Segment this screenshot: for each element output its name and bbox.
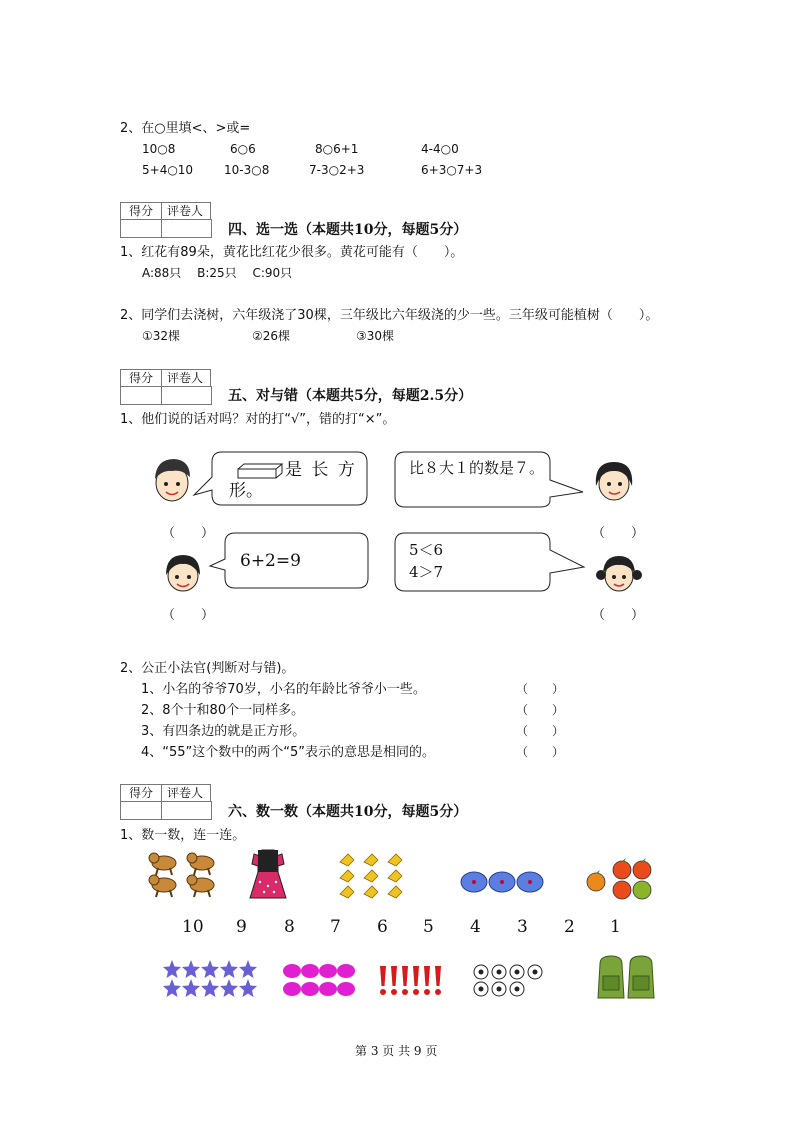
girl-face-icon [594,551,644,595]
judge-question-2: 2、公正小法官(判断对与错)。 [120,661,295,676]
answer-paren: （ ） [162,608,215,623]
count-number: 2 [564,917,575,937]
birds-picture [336,850,408,900]
answer-paren: （ ） [516,724,565,738]
count-number: 8 [284,917,295,937]
bubble-1-text: 形。 [229,481,263,501]
count-number: 10 [182,917,204,937]
page-footer: 第 3 页 共 9 页 [355,1044,438,1058]
answer-paren: （ ） [516,745,565,759]
grader-label: 评卷人 [160,369,211,386]
count-number: 6 [377,917,388,937]
judge-item: 4、“55”这个数中的两个“5”表示的意思是相同的。 [141,745,436,760]
answer-paren: （ ） [592,526,645,541]
judge-question-1: 1、他们说的话对吗？对的打“√”，错的打“×”。 [120,412,396,427]
stars-picture [163,960,259,998]
score-box [120,202,210,236]
count-number: 5 [423,917,434,937]
compare-item: 7-3○2+3 [309,163,365,177]
boy-face-icon [150,455,198,505]
answer-paren: （ ） [592,608,645,623]
girl-face-icon [590,458,638,504]
dress-picture [248,848,288,904]
score-box [120,784,210,818]
answer-paren: （ ） [516,682,565,696]
compare-item: 4-4○0 [421,142,459,156]
judge-item: 2、8个十和80个一同样多。 [141,703,305,718]
choice-options-1: A:88只 B:25只 C:90只 [142,266,293,280]
speech-bubbles [150,445,650,605]
count-number: 7 [330,917,341,937]
soccer-balls-picture [472,964,546,998]
bubble-4-text: 5＜6 [409,541,444,559]
judge-item: 1、小名的爷爷70岁，小名的年龄比爷爷小一些。 [141,682,426,697]
score-box [120,369,210,403]
bubble-3-text: 6+2=9 [240,551,301,571]
bubble-2-text: 比８大１的数是７。 [409,459,545,477]
choice-option: ③30棵 [356,329,395,343]
compare-item: 10-3○8 [224,163,270,177]
answer-paren: （ ） [162,526,215,541]
compare-item: 10○8 [142,142,176,156]
count-number: 3 [517,917,528,937]
bubble-1-text: 是 长 方 [285,460,357,480]
score-label: 得分 [120,369,162,386]
compare-item: 6+3○7+3 [421,163,483,177]
compare-question-title: 2、在○里填<、>或= [120,121,251,136]
count-number: 1 [610,917,621,937]
grader-label: 评卷人 [160,784,211,801]
answer-paren: （ ） [516,703,565,717]
exclamation-marks-picture [377,964,449,998]
count-number: 9 [236,917,247,937]
section-five-heading: 五、对与错（本题共5分，每题2.5分） [228,388,473,404]
ovals-picture [282,962,358,998]
count-number: 4 [470,917,481,937]
choice-option: ②26棵 [252,329,291,343]
section-six-heading: 六、数一数（本题共10分，每题5分） [228,804,468,820]
judge-item: 3、有四条边的就是正方形。 [141,724,306,739]
count-question-1: 1、数一数，连一连。 [120,828,246,843]
backpacks-picture [596,954,660,1002]
score-label: 得分 [120,784,162,801]
compare-item: 6○6 [230,142,256,156]
grader-label: 评卷人 [160,202,211,219]
score-label: 得分 [120,202,162,219]
apples-picture [584,858,656,906]
bubble-4-text: 4＞7 [409,563,444,581]
section-four-heading: 四、选一选（本题共10分，每题5分） [228,222,468,238]
dogs-picture [148,850,228,898]
compare-item: 5+4○10 [142,163,194,177]
choice-option: ①32棵 [142,329,181,343]
choice-question-1: 1、红花有89朵，黄花比红花少很多。黄花可能有（ ）。 [120,245,464,260]
choice-question-2: 2、同学们去浇树，六年级浇了30棵，三年级比六年级浇的少一些。三年级可能植树（ ）。 [120,308,659,323]
girl-face-icon [158,551,208,595]
bowls-picture [460,870,548,896]
compare-item: 8○6+1 [315,142,359,156]
